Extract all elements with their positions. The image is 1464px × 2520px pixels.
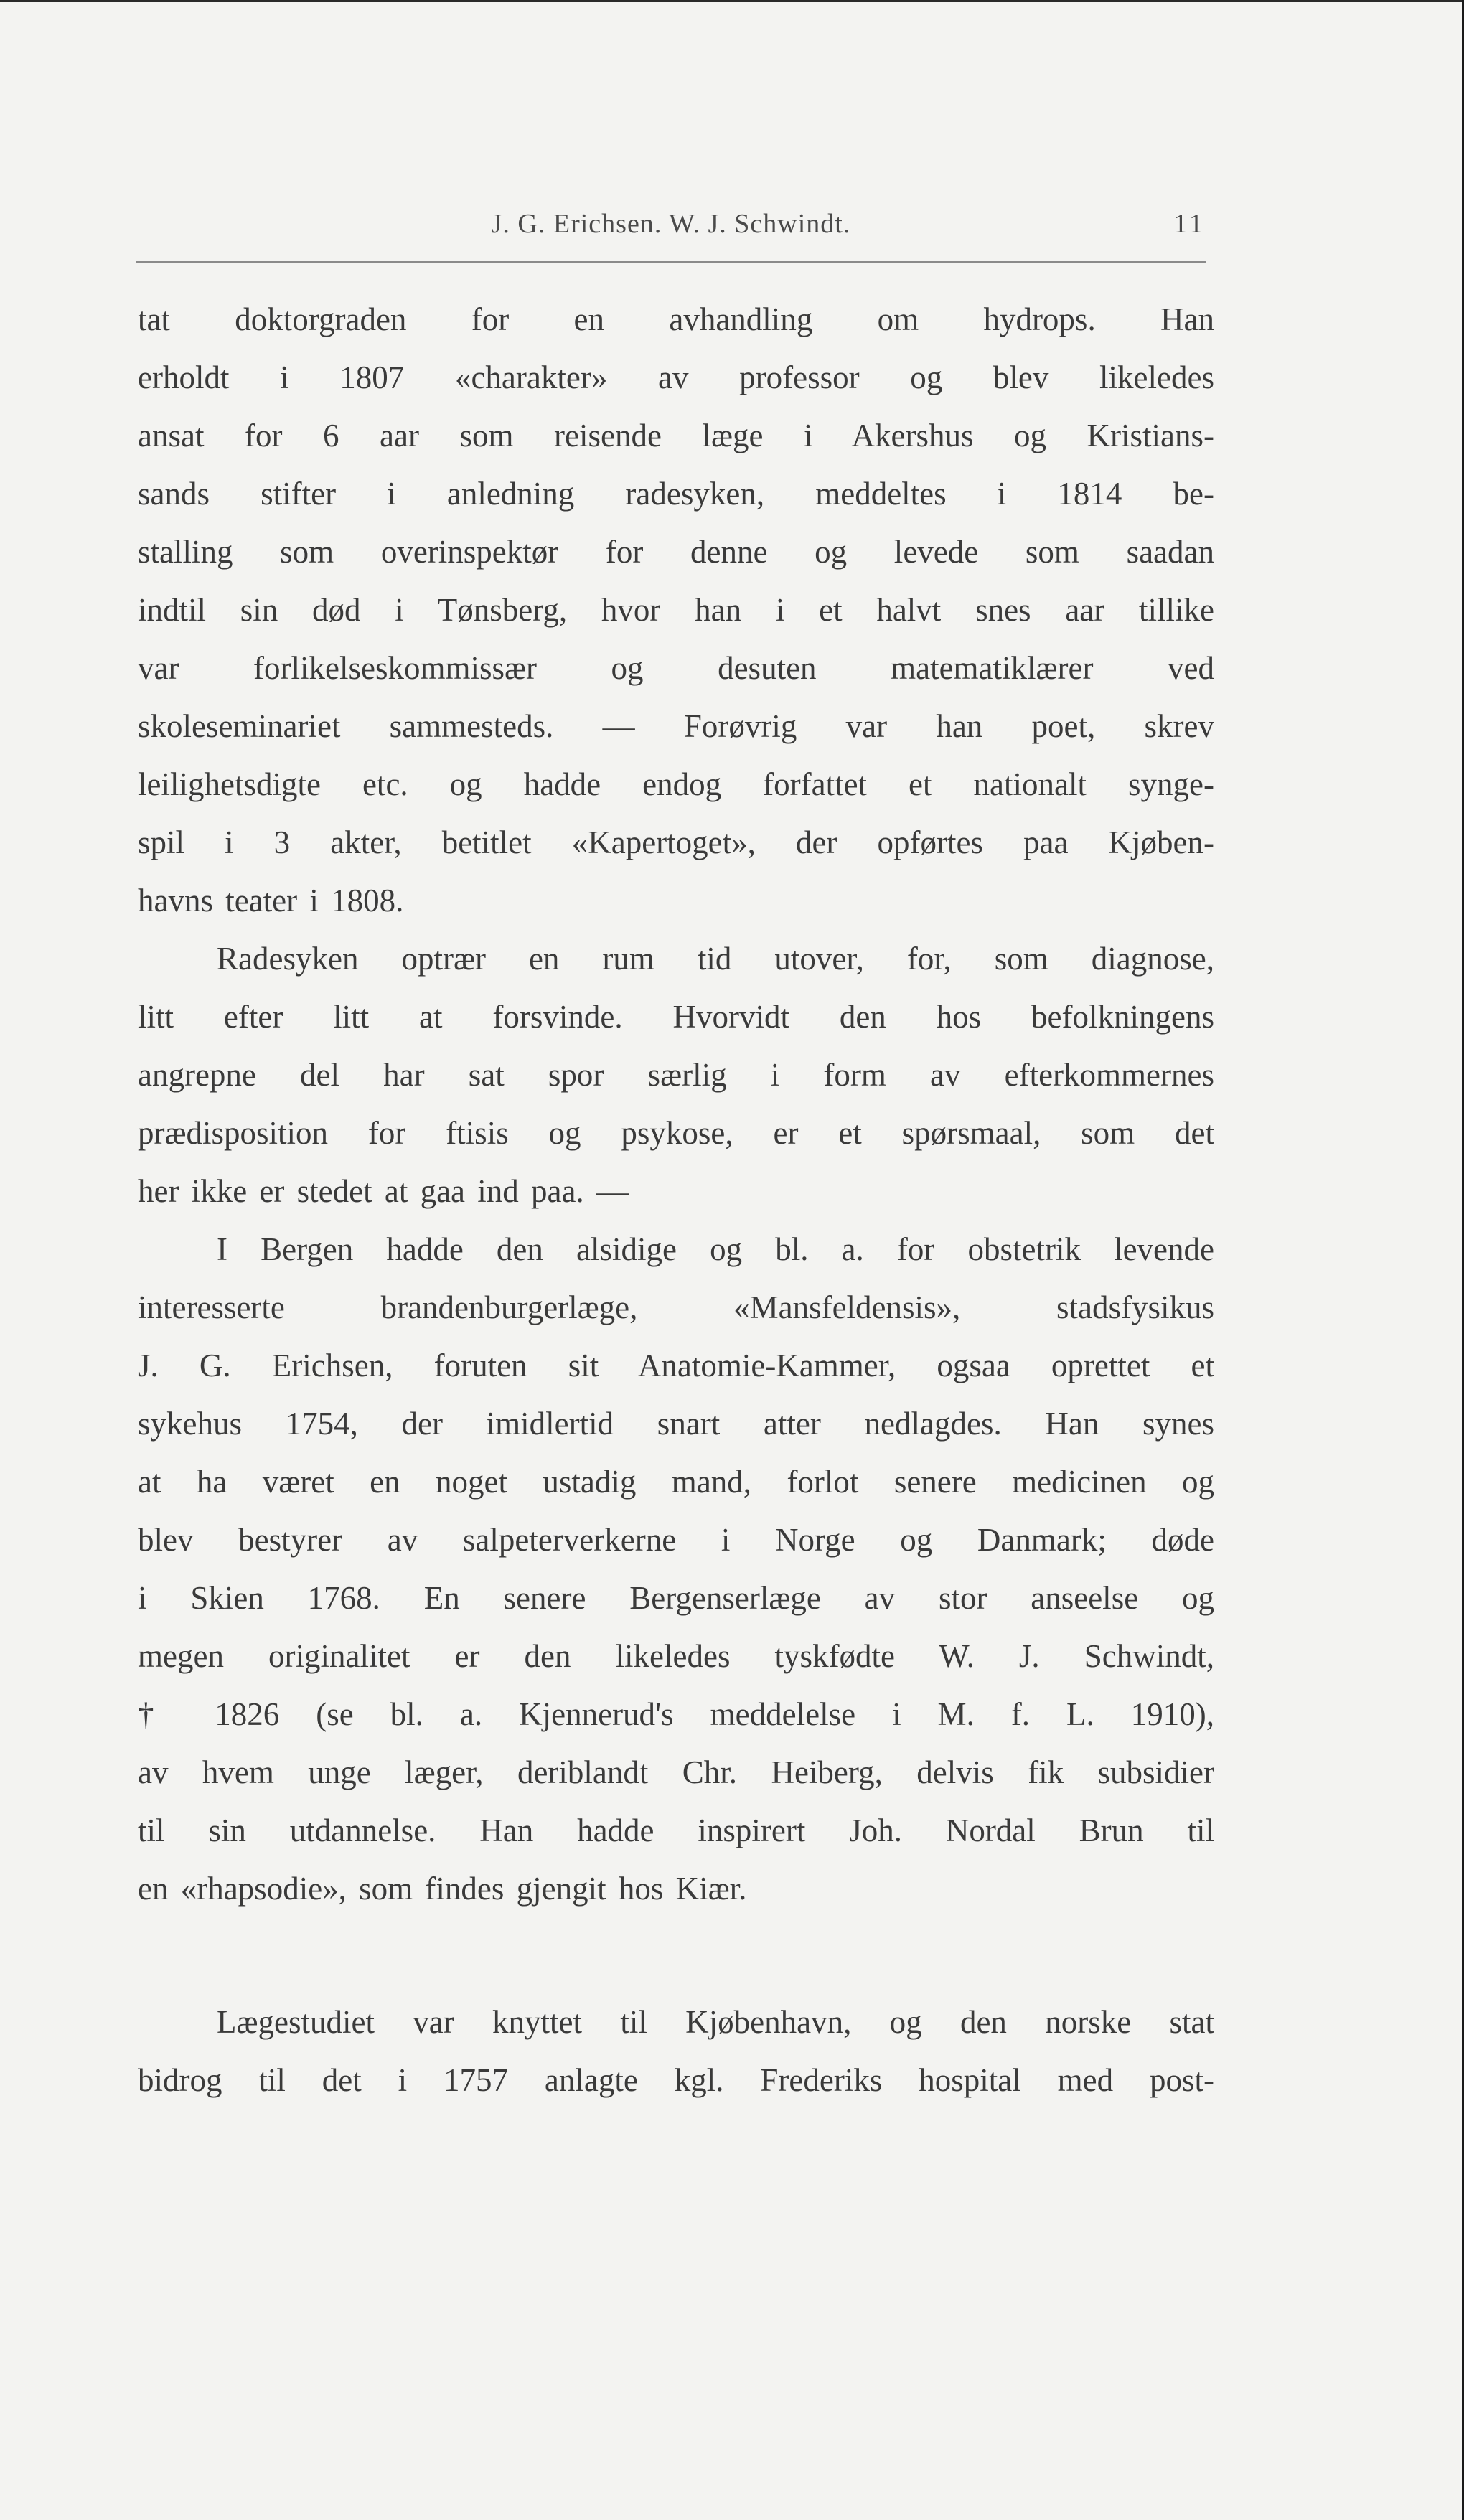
text-line: prædisposition for ftisis og psykose, er et spørsmaal, som det [138,1115,1214,1151]
text-line: sykehus 1754, der imidlertid snart atter nedlagdes. Han synes [138,1406,1214,1442]
text-line: leilighetsdigte etc. og hadde endog forfattet et nationalt synge- [138,766,1214,802]
page-edge-top [0,0,1464,2]
page-header [136,208,1206,251]
text-line: bidrog til det i 1757 anlagte kgl. Frederiks hospital med post- [138,2062,1214,2098]
text-line: J. G. Erichsen, foruten sit Anatomie-Kammer, ogsaa oprettet et [138,1348,1214,1383]
paragraph-4 [138,1993,1214,2110]
text-line: blev bestyrer av salpeterverkerne i Norge og Danmark; døde [138,1522,1214,1558]
paragraph-1 [138,291,1214,930]
text-line: en «rhapsodie», som findes gjengit hos Kiær. [138,1871,747,1907]
text-line: stalling som overinspektør for denne og levede som saadan [138,534,1214,570]
text-line: I Bergen hadde den alsidige og bl. a. for obstetrik levende [217,1231,1214,1267]
header-rule [136,261,1206,263]
paragraph-3 [138,1221,1214,1918]
text-line: Radesyken optrær en rum tid utover, for, som diagnose, [217,941,1214,977]
text-line: av hvem unge læger, deriblandt Chr. Heiberg, delvis fik subsidier [138,1754,1214,1790]
text-line: i Skien 1768. En senere Bergenserlæge av stor anseelse og [138,1580,1214,1616]
text-line: tat doktorgraden for en avhandling om hydrops. Han [138,301,1214,337]
text-line: erholdt i 1807 «charakter» av professor og blev likeledes [138,359,1214,395]
text-line: at ha været en noget ustadig mand, forlot senere medicinen og [138,1464,1214,1500]
text-line: litt efter litt at forsvinde. Hvorvidt den hos befolkningens [138,999,1214,1035]
running-head: J. G. Erichsen. W. J. Schwindt. [491,209,851,239]
text-line: var forlikelseskommissær og desuten matematiklærer ved [138,650,1214,686]
text-line: havns teater i 1808. [138,883,404,918]
text-line: interesserte brandenburgerlæge, «Mansfeldensis», stadsfysikus [138,1289,1214,1325]
text-line: til sin utdannelse. Han hadde inspirert Joh. Nordal Brun til [138,1813,1214,1848]
text-line: angrepne del har sat spor særlig i form av efterkommernes [138,1057,1214,1093]
page-number: 11 [1173,209,1206,239]
text-line: indtil sin død i Tønsberg, hvor han i et halvt snes aar tillike [138,592,1214,628]
text-line: skoleseminariet sammesteds. — Forøvrig var han poet, skrev [138,708,1214,744]
body-text [138,291,1214,2110]
text-line: sands stifter i anledning radesyken, meddeltes i 1814 be- [138,476,1214,512]
text-line: † 1826 (se bl. a. Kjennerud's meddelelse i M. f. L. 1910), [138,1696,1214,1732]
paragraph-2 [138,930,1214,1221]
text-line: megen originalitet er den likeledes tyskfødte W. J. Schwindt, [138,1638,1214,1674]
text-line: her ikke er stedet at gaa ind paa. — [138,1173,629,1209]
text-line: spil i 3 akter, betitlet «Kapertoget», der opførtes paa Kjøben- [138,824,1214,860]
text-line: ansat for 6 aar som reisende læge i Akershus og Kristians- [138,418,1214,453]
section-gap [138,1918,1214,1993]
text-line: Lægestudiet var knyttet til Kjøbenhavn, og den norske stat [217,2004,1214,2040]
